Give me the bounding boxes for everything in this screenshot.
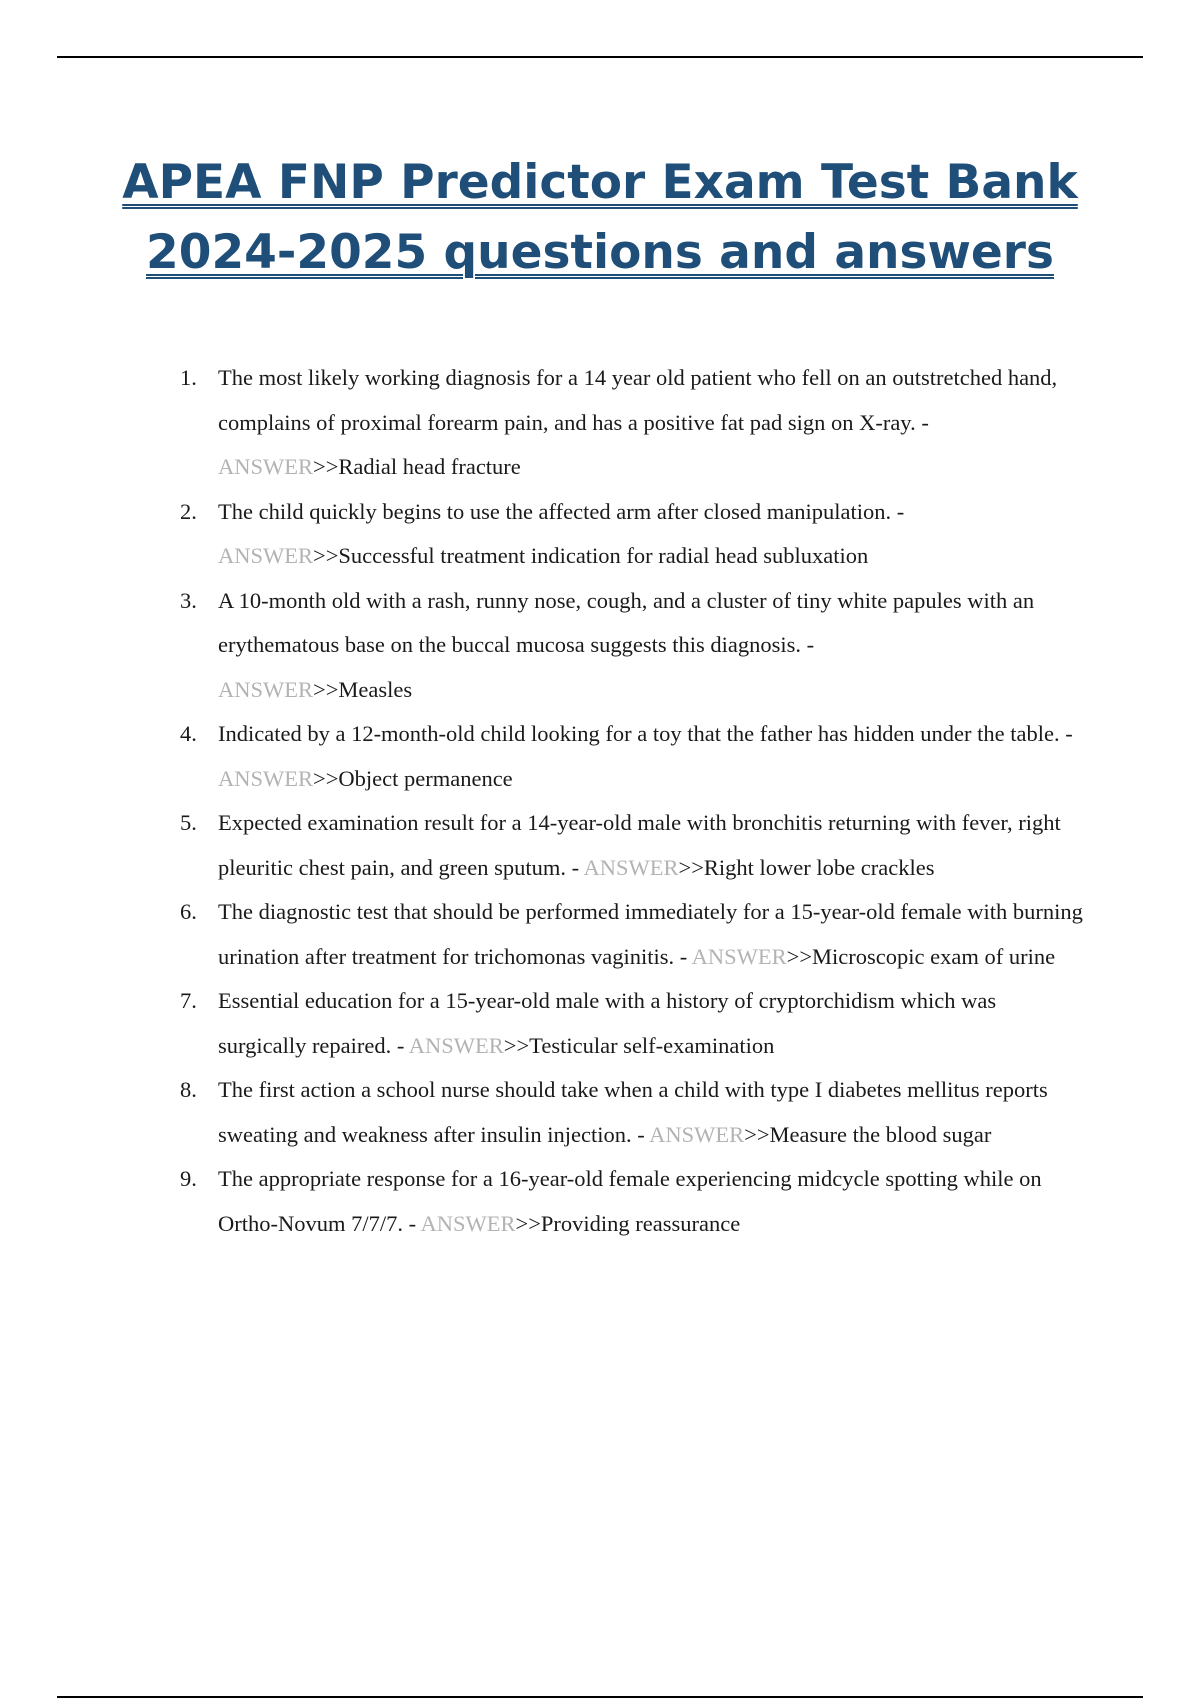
answer-separator: >> bbox=[313, 676, 339, 702]
list-item bbox=[170, 712, 1090, 801]
question-text: The child quickly begins to use the affected arm after closed manipulation. - bbox=[218, 498, 905, 524]
item-number: 2. bbox=[180, 498, 197, 524]
question-text: The most likely working diagnosis for a 14 year old patient who fell on an outstretched hand, complains of proximal forearm pain, and has a positive fat pad sign on X-ray. - bbox=[218, 365, 1058, 435]
answer-separator: >> bbox=[313, 765, 339, 791]
list-item bbox=[170, 979, 1090, 1068]
answer-label: ANSWER bbox=[218, 676, 313, 702]
list-item bbox=[170, 1157, 1090, 1246]
answer-separator: >> bbox=[313, 543, 339, 568]
footer-rule bbox=[57, 1696, 1143, 1698]
answer-separator: >> bbox=[678, 854, 704, 880]
title-line-1: APEA FNP Predictor Exam Test Bank bbox=[122, 155, 1078, 210]
answer-label: ANSWER bbox=[420, 1210, 516, 1236]
item-number: 9. bbox=[180, 1166, 197, 1191]
item-number: 5. bbox=[180, 810, 197, 835]
question-text: The appropriate response for a 16-year-old female experiencing midcycle spotting while on Ortho-Novum 7/7/7. - bbox=[218, 1166, 1042, 1236]
list-item bbox=[170, 490, 1090, 579]
list-item bbox=[170, 579, 1090, 713]
item-number: 3. bbox=[180, 587, 197, 613]
answer-separator: >> bbox=[786, 943, 813, 969]
answer-text: Right lower lobe crackles bbox=[703, 854, 935, 880]
answer-label: ANSWER bbox=[408, 1032, 504, 1058]
answer-text: Object permanence bbox=[338, 765, 513, 791]
answer-label: ANSWER bbox=[218, 454, 313, 479]
question-text: The first action a school nurse should take when a child with type I diabetes mellitus reports sweating and weakness after insulin injection. - bbox=[218, 1077, 1048, 1147]
question-text: Expected examination result for a 14-year-old male with bronchitis returning with fever, right pleuritic chest pain, and green sputum. - bbox=[218, 810, 1061, 880]
list-item bbox=[170, 890, 1090, 979]
question-text: A 10-month old with a rash, runny nose, cough, and a cluster of tiny white papules with an erythematous base on the buccal mucosa suggests this diagnosis. - bbox=[218, 587, 1035, 657]
question-text: The diagnostic test that should be performed immediately for a 15-year-old female with burning urination after treatment for trichomonas vaginitis. - bbox=[218, 899, 1083, 969]
answer-label: ANSWER bbox=[218, 765, 313, 791]
header-rule bbox=[57, 56, 1143, 58]
item-number: 8. bbox=[180, 1077, 197, 1102]
answer-text: Testicular self-examination bbox=[529, 1032, 775, 1058]
title-line-2: 2024-2025 questions and answers bbox=[146, 225, 1054, 280]
question-list bbox=[170, 356, 1090, 1246]
document-title bbox=[0, 148, 1200, 288]
item-number: 4. bbox=[180, 721, 197, 746]
answer-separator: >> bbox=[313, 454, 339, 479]
answer-separator: >> bbox=[744, 1121, 770, 1147]
answer-label: ANSWER bbox=[218, 543, 313, 568]
answer-label: ANSWER bbox=[691, 943, 787, 969]
answer-text: Microscopic exam of urine bbox=[812, 943, 1056, 969]
list-item bbox=[170, 801, 1090, 890]
answer-text: Measure the blood sugar bbox=[769, 1121, 992, 1147]
answer-label: ANSWER bbox=[583, 854, 679, 880]
answer-label: ANSWER bbox=[649, 1121, 745, 1147]
answer-text: Radial head fracture bbox=[338, 454, 521, 479]
answer-separator: >> bbox=[503, 1032, 530, 1058]
answer-text: Measles bbox=[338, 676, 413, 702]
question-text: Indicated by a 12-month-old child looking for a toy that the father has hidden under the table. - bbox=[218, 721, 1073, 746]
item-number: 1. bbox=[180, 365, 197, 390]
list-item bbox=[170, 356, 1090, 490]
item-number: 6. bbox=[180, 899, 197, 924]
question-text: Essential education for a 15-year-old male with a history of cryptorchidism which was surgically repaired. - bbox=[218, 988, 997, 1058]
list-item bbox=[170, 1068, 1090, 1157]
answer-text: Providing reassurance bbox=[540, 1210, 741, 1236]
answer-separator: >> bbox=[515, 1210, 541, 1236]
answer-text: Successful treatment indication for radial head subluxation bbox=[338, 543, 869, 568]
item-number: 7. bbox=[180, 988, 197, 1013]
